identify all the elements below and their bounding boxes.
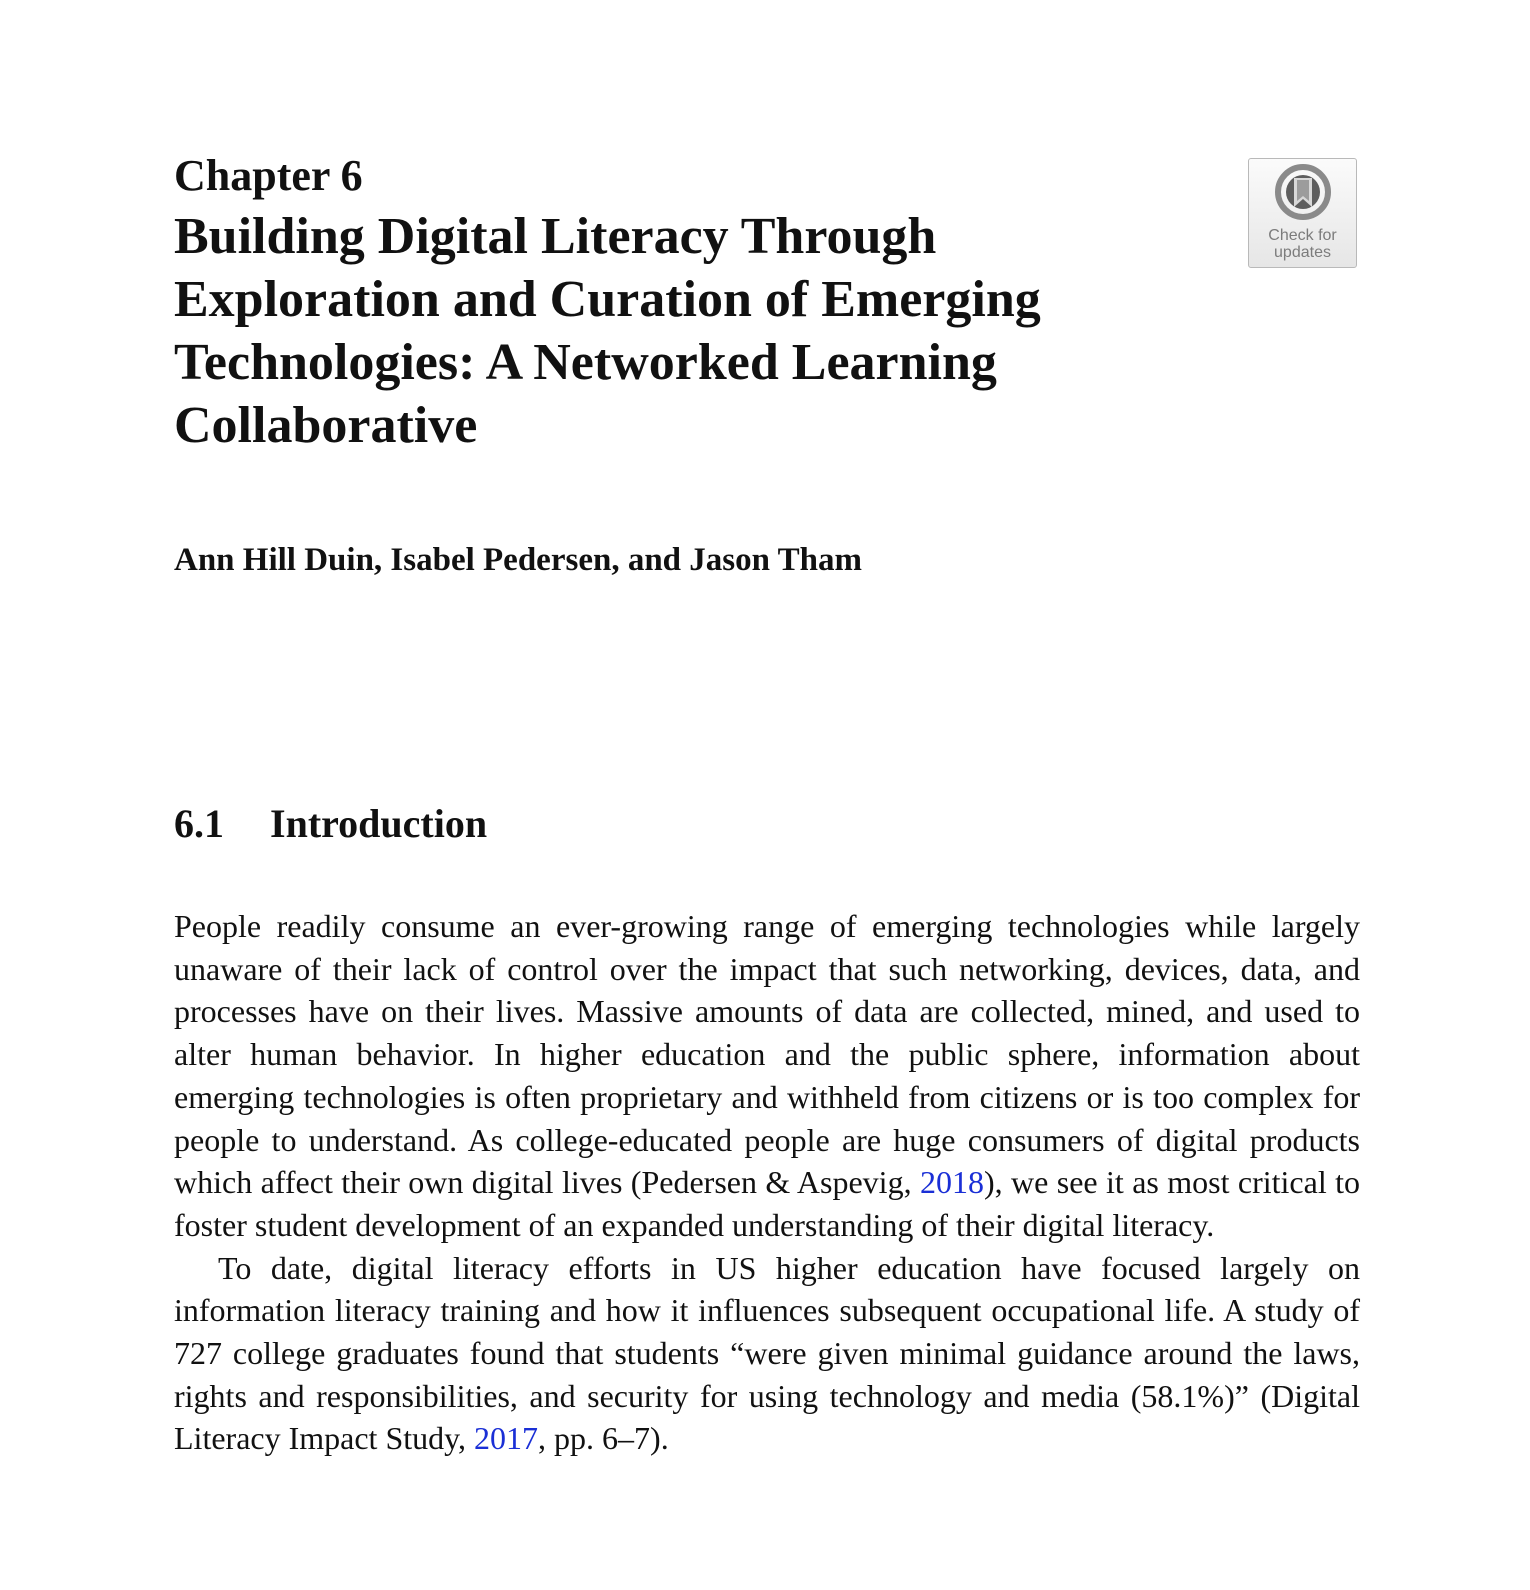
paragraph-1 [174, 905, 1360, 1247]
check-for-updates-button[interactable] [1248, 158, 1357, 268]
citation-link-2017[interactable]: 2017 [474, 1420, 539, 1457]
paragraph-2-text-end: , pp. 6–7). [538, 1420, 669, 1457]
section-title: Introduction [270, 801, 488, 846]
crossmark-icon [1274, 163, 1332, 221]
paragraph-2 [174, 1247, 1360, 1461]
paragraph-1-text-end: ), we see it as most critical to foster student development of an expanded understanding of their digital literacy. [174, 1164, 1361, 1243]
badge-line-1: Check for [1268, 227, 1337, 244]
paragraph-2-text: To date, digital literacy efforts in US higher education have focused largely on information literacy training and how it influences subsequent occupational life. A study of 727 college graduates found that students “were given minimal guidance around the laws, rights and responsibilities, and security for using technology and media (58.1%)” (Digital Literacy Impact Study, [174, 1249, 1360, 1457]
chapter-title: Building Digital Literacy Through Exploration and Curation of Emerging Technologies: A Networked Learning Collaborative [174, 208, 1041, 454]
check-for-updates-label [1249, 227, 1356, 261]
author-list: Ann Hill Duin, Isabel Pedersen, and Jason Tham [174, 542, 862, 578]
chapter-label: Chapter 6 [174, 151, 363, 200]
section-number: 6.1 [174, 801, 224, 846]
body-text [174, 905, 1360, 1460]
badge-line-2: updates [1274, 244, 1331, 261]
section-heading [174, 800, 487, 848]
citation-link-2018[interactable]: 2018 [919, 1164, 984, 1201]
paragraph-1-text: People readily consume an ever-growing range of emerging technologies while largely unaware of their lack of control over the impact that such networking, devices, data, and processes have on their lives. Massive amounts of data are collected, mined, and used to alter human behavior. In higher education and the public sphere, information about emerging technologies is often proprietary and withheld from citizens or is too complex for people to understand. As college-educated people are huge consumers of digital products which affect their own digital lives (Pedersen & Aspevig, [174, 908, 1360, 1201]
